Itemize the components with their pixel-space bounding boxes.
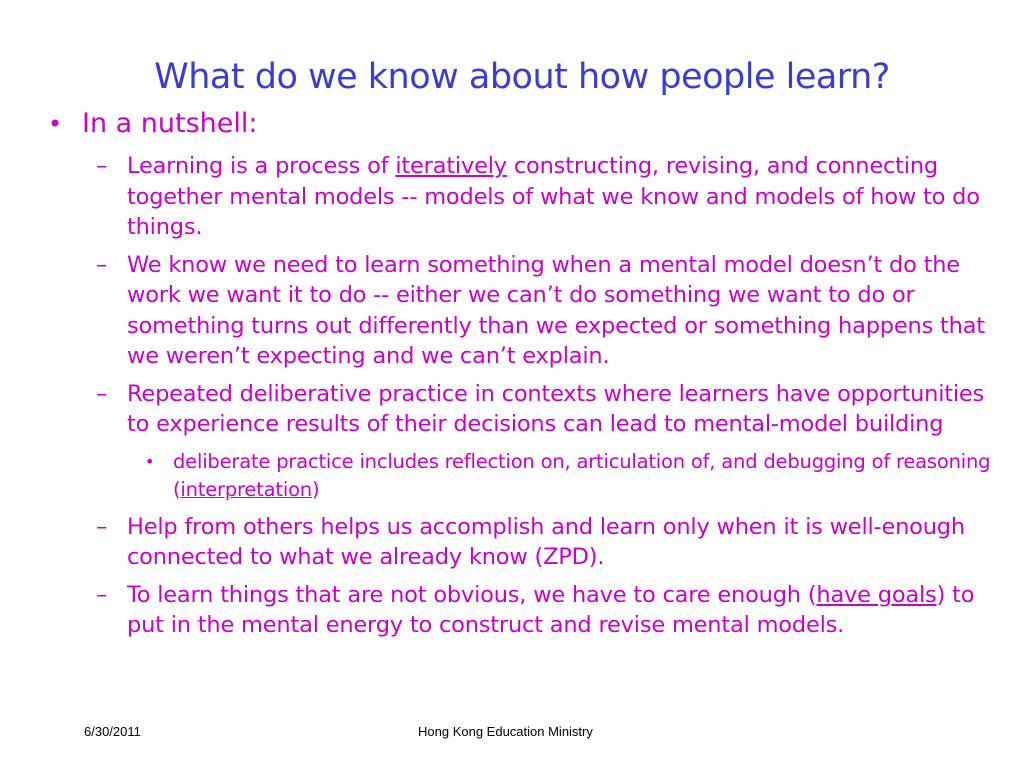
dash-icon: – (96, 153, 108, 179)
list-item (96, 250, 996, 372)
item-text: Learning is a process of (127, 153, 396, 179)
dash-icon: – (96, 581, 108, 608)
item-text: Help from others helps us accomplish and learn only when it is well-enough connected to what we already know (ZPD). (127, 513, 965, 570)
item-text: To learn things that are not obvious, we have to care enough ( (127, 581, 817, 608)
item-text: constructing, revising, and connecting together mental models -- models of what we know and models of how to do things. (127, 153, 980, 240)
nested-item-text: ) (311, 477, 320, 501)
footer-date: 6/30/2011 (84, 724, 141, 739)
list-item (96, 580, 996, 641)
item-text: We know we need to learn something when a mental model doesn’t do the work we want it to do -- either we can’t do something we want to do or something turns out differently than we expected or something happens that we weren’t expecting and we can’t explain. (127, 251, 985, 369)
nested-list-item (127, 448, 996, 504)
footer-organization: Hong Kong Education Ministry (418, 724, 593, 739)
item-text: ) to put in the mental energy to construct and revise mental models. (127, 581, 975, 638)
list-item (96, 512, 996, 573)
nested-item-text: deliberate practice includes reflection on, articulation of, and debugging of reasoning ( (173, 449, 991, 501)
nested-bullet-list (127, 448, 996, 504)
have-goals-link[interactable]: have goals (816, 581, 937, 608)
dash-icon: – (96, 251, 108, 278)
bullet-icon: • (48, 110, 63, 138)
iteratively-link[interactable]: iteratively (395, 153, 507, 179)
sub-bullet-list (96, 151, 996, 648)
dash-icon: – (96, 513, 108, 540)
item-text: Repeated deliberative practice in contexts where learners have opportunities to experience results of their decisions can lead to mental-model building (127, 380, 985, 437)
dash-icon: – (96, 380, 108, 407)
top-bullet-text: In a nutshell: (82, 108, 258, 139)
bullet-icon: • (145, 451, 155, 471)
interpretation-link[interactable]: interpretation (180, 477, 312, 501)
list-item (96, 379, 996, 504)
slide-title: What do we know about how people learn? (154, 57, 890, 97)
list-item (96, 151, 996, 243)
